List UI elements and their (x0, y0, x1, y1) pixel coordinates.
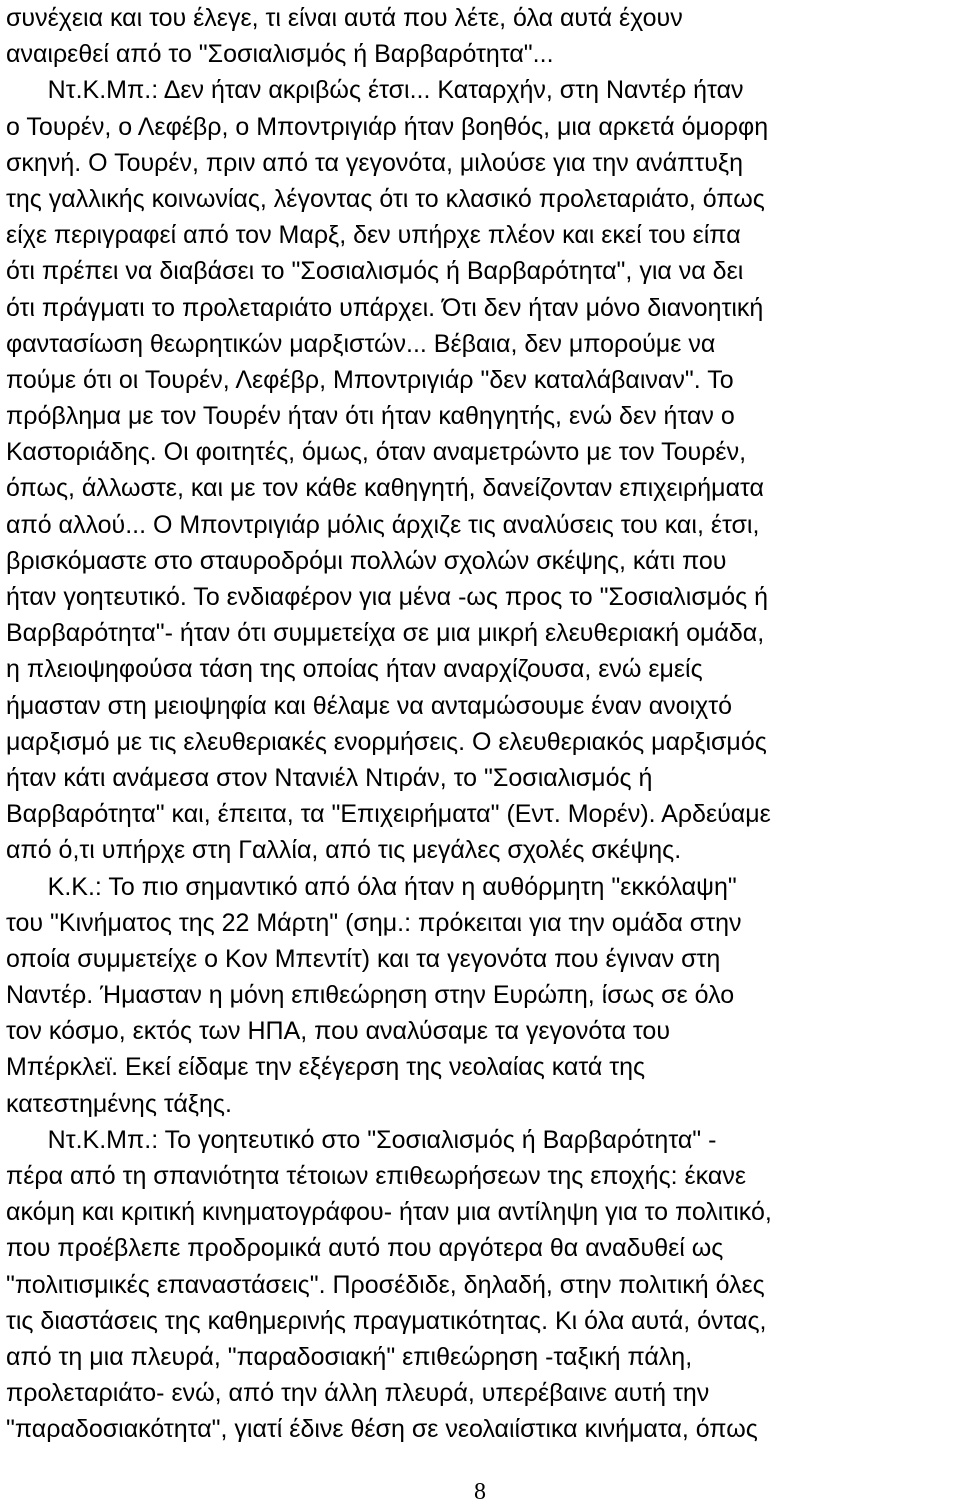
text-line: ότι πρέπει να διαβάσει το "Σοσιαλισμός ή Βαρβαρότητα", για να δει (6, 257, 744, 286)
text-line: σκηνή. Ο Τουρέν, πριν από τα γεγονότα, μιλούσε για την ανάπτυξη (6, 148, 743, 177)
text-line: οποία συμμετείχε ο Κον Μπεντίτ) και τα γεγονότα που έγιναν στη (6, 944, 721, 973)
text-line: πέρα από τη σπανιότητα τέτοιων επιθεωρήσεων της εποχής: έκανε (6, 1162, 746, 1190)
text-line: είχε περιγραφεί από τον Μαρξ, δεν υπήρχε πλέον και εκεί του είπα (6, 221, 741, 250)
page-number: 8 (474, 1479, 486, 1505)
text-line: μαρξισμό με τις ελευθεριακές ενορμήσεις. Ο ελευθεριακός μαρξισμός (6, 727, 767, 756)
text-line: Ντ.Κ.Μπ.: Το γοητευτικό στο "Σοσιαλισμός ή Βαρβαρότητα" - (6, 1125, 717, 1154)
text-line: πούμε ότι οι Τουρέν, Λεφέβρ, Μποντριγιάρ "δεν καταλάβαιναν". Το (6, 365, 734, 394)
text-line: "πολιτισμικές επαναστάσεις". Προσέδιδε, δηλαδή, στην πολιτική όλες (6, 1270, 765, 1299)
text-line: που προέβλεπε προδρομικά αυτό που αργότερα θα αναδυθεί ως (6, 1234, 724, 1263)
text-line: συνέχεια και του έλεγε, τι είναι αυτά που λέτε, όλα αυτά έχουν (6, 4, 683, 32)
text-line: Ναντέρ. Ήμασταν η μόνη επιθεώρηση στην Ευρώπη, ίσως σε όλο (6, 981, 735, 1010)
text-line: Βαρβαρότητα"- ήταν ότι συμμετείχα σε μια μικρή ελευθεριακή ομάδα, (6, 619, 765, 648)
text-line: βρισκόμαστε στο σταυροδρόμι πολλών σχολών σκέψης, κάτι που (6, 546, 727, 575)
text-line: Καστοριάδης. Οι φοιτητές, όμως, όταν αναμετρώντο με τον Τουρέν, (6, 438, 747, 467)
text-line: ο Τουρέν, ο Λεφέβρ, ο Μποντριγιάρ ήταν βοηθός, μια αρκετά όμορφη (6, 112, 769, 141)
text-line: προλεταριάτο- ενώ, από την άλλη πλευρά, υπερέβαινε αυτή την (6, 1379, 710, 1408)
text-line: της γαλλικής κοινωνίας, λέγοντας ότι το κλασικό προλεταριάτο, όπως (6, 184, 765, 213)
text-line: "παραδοσιακότητα", γιατί έδινε θέση σε νεολαιίστικα κινήματα, όπως (6, 1415, 758, 1444)
text-line: ακόμη και κριτική κινηματογράφου- ήταν μια αντίληψη για το πολιτικό, (6, 1198, 772, 1227)
text-line: από ό,τι υπήρχε στη Γαλλία, από τις μεγάλες σχολές σκέψης. (6, 836, 682, 865)
text-line: Μπέρκλεϊ. Εκεί είδαμε την εξέγερση της νεολαίας κατά της (6, 1053, 646, 1082)
body-text (6, 0, 956, 1448)
text-line: ήταν κάτι ανάμεσα στον Ντανιέλ Ντιράν, το "Σοσιαλισμός ή (6, 763, 653, 792)
text-line: η πλειοψηφούσα τάση της οποίας ήταν αναρχίζουσα, ενώ εμείς (6, 655, 703, 684)
text-line: πρόβλημα με τον Τουρέν ήταν ότι ήταν καθηγητής, ενώ δεν ήταν ο (6, 402, 735, 431)
text-line: ότι πράγματι το προλεταριάτο υπάρχει. Ότι δεν ήταν μόνο διανοητική (6, 293, 764, 322)
text-line: από τη μια πλευρά, "παραδοσιακή" επιθεώρηση -ταξική πάλη, (6, 1342, 693, 1371)
text-line: τον κόσμο, εκτός των ΗΠΑ, που αναλύσαμε τα γεγονότα του (6, 1017, 670, 1046)
text-line: Κ.Κ.: Το πιο σημαντικό από όλα ήταν η αυθόρμητη "εκκόλαψη" (6, 872, 737, 901)
text-line: του "Κινήματος της 22 Μάρτη" (σημ.: πρόκειται για την ομάδα στην (6, 908, 742, 937)
text-line: ήταν γοητευτικό. Το ενδιαφέρον για μένα -ως προς το "Σοσιαλισμός ή (6, 583, 768, 611)
text-line: Βαρβαρότητα" και, έπειτα, τα "Επιχειρήματα" (Εντ. Μορέν). Αρδεύαμε (6, 800, 771, 829)
text-line: Ντ.Κ.Μπ.: Δεν ήταν ακριβώς έτσι... Καταρχήν, στη Ναντέρ ήταν (6, 76, 744, 105)
text-line: τις διαστάσεις της καθημερινής πραγματικότητας. Κι όλα αυτά, όντας, (6, 1306, 767, 1335)
text-line: αναιρεθεί από το "Σοσιαλισμός ή Βαρβαρότητα"... (6, 40, 554, 69)
text-line: από αλλού... Ο Μποντριγιάρ μόλις άρχιζε τις αναλύσεις του και, έτσι, (6, 510, 760, 539)
text-line: ήμασταν στη μειοψηφία και θέλαμε να ανταμώσουμε έναν ανοιχτό (6, 691, 733, 720)
text-line: φαντασίωση θεωρητικών μαρξιστών... Βέβαια, δεν μπορούμε να (6, 329, 716, 358)
text-line: όπως, άλλωστε, και με τον κάθε καθηγητή, δανείζονταν επιχειρήματα (6, 474, 764, 503)
text-line: κατεστημένης τάξης. (6, 1089, 232, 1118)
